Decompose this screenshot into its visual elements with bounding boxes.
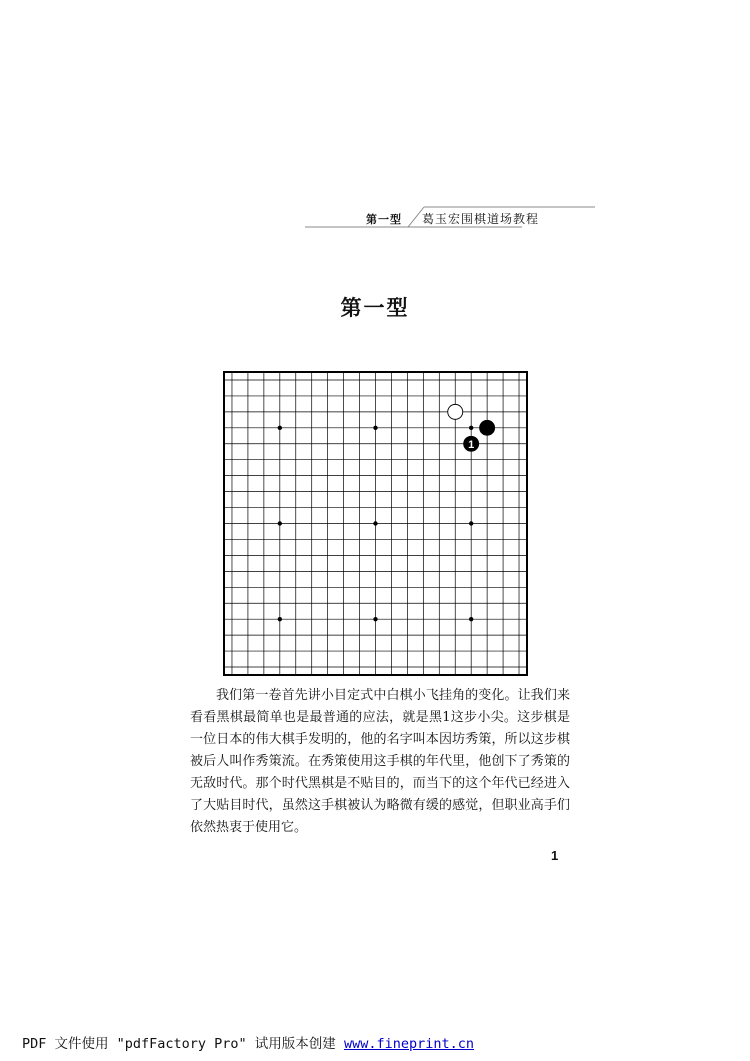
hoshi-point <box>278 521 282 525</box>
black-stone <box>480 420 495 435</box>
go-board-diagram <box>223 371 529 677</box>
hoshi-point <box>278 426 282 430</box>
move-number-label: 1 <box>468 438 475 451</box>
hoshi-point <box>469 426 473 430</box>
hoshi-point <box>373 521 377 525</box>
header-chapter-label: 第一型 <box>366 213 402 226</box>
white-stone <box>448 404 463 419</box>
page-number: 1 <box>551 848 559 863</box>
footer-link[interactable]: www.fineprint.cn <box>343 1036 474 1052</box>
hoshi-point <box>278 617 282 621</box>
footer-text: PDF 文件使用 "pdfFactory Pro" 试用版本创建 <box>22 1036 336 1052</box>
hoshi-point <box>469 617 473 621</box>
running-header <box>300 202 600 232</box>
chapter-title: 第一型 <box>340 295 410 320</box>
hoshi-point <box>469 521 473 525</box>
body-paragraph: 我们第一卷首先讲小目定式中白棋小飞挂角的变化。让我们来看看黑棋最简单也是最普通的应法，就是黑1这步小尖。这步棋是一位日本的伟大棋手发明的，他的名字叫本因坊秀策，所以这步棋被后人叫作秀策流。在秀策使用这手棋的年代里，他创下了秀策的无敌时代。那个时代黑棋是不贴目的，而当下的这个年代已经进入了大贴目时代，虽然这手棋被认为略微有缓的感觉，但职业高手们依然热衷于使用它。 <box>190 688 570 835</box>
footer-watermark <box>22 1032 474 1052</box>
hoshi-point <box>373 426 377 430</box>
hoshi-point <box>373 617 377 621</box>
header-book-title: 葛玉宏围棋道场教程 <box>422 212 540 226</box>
